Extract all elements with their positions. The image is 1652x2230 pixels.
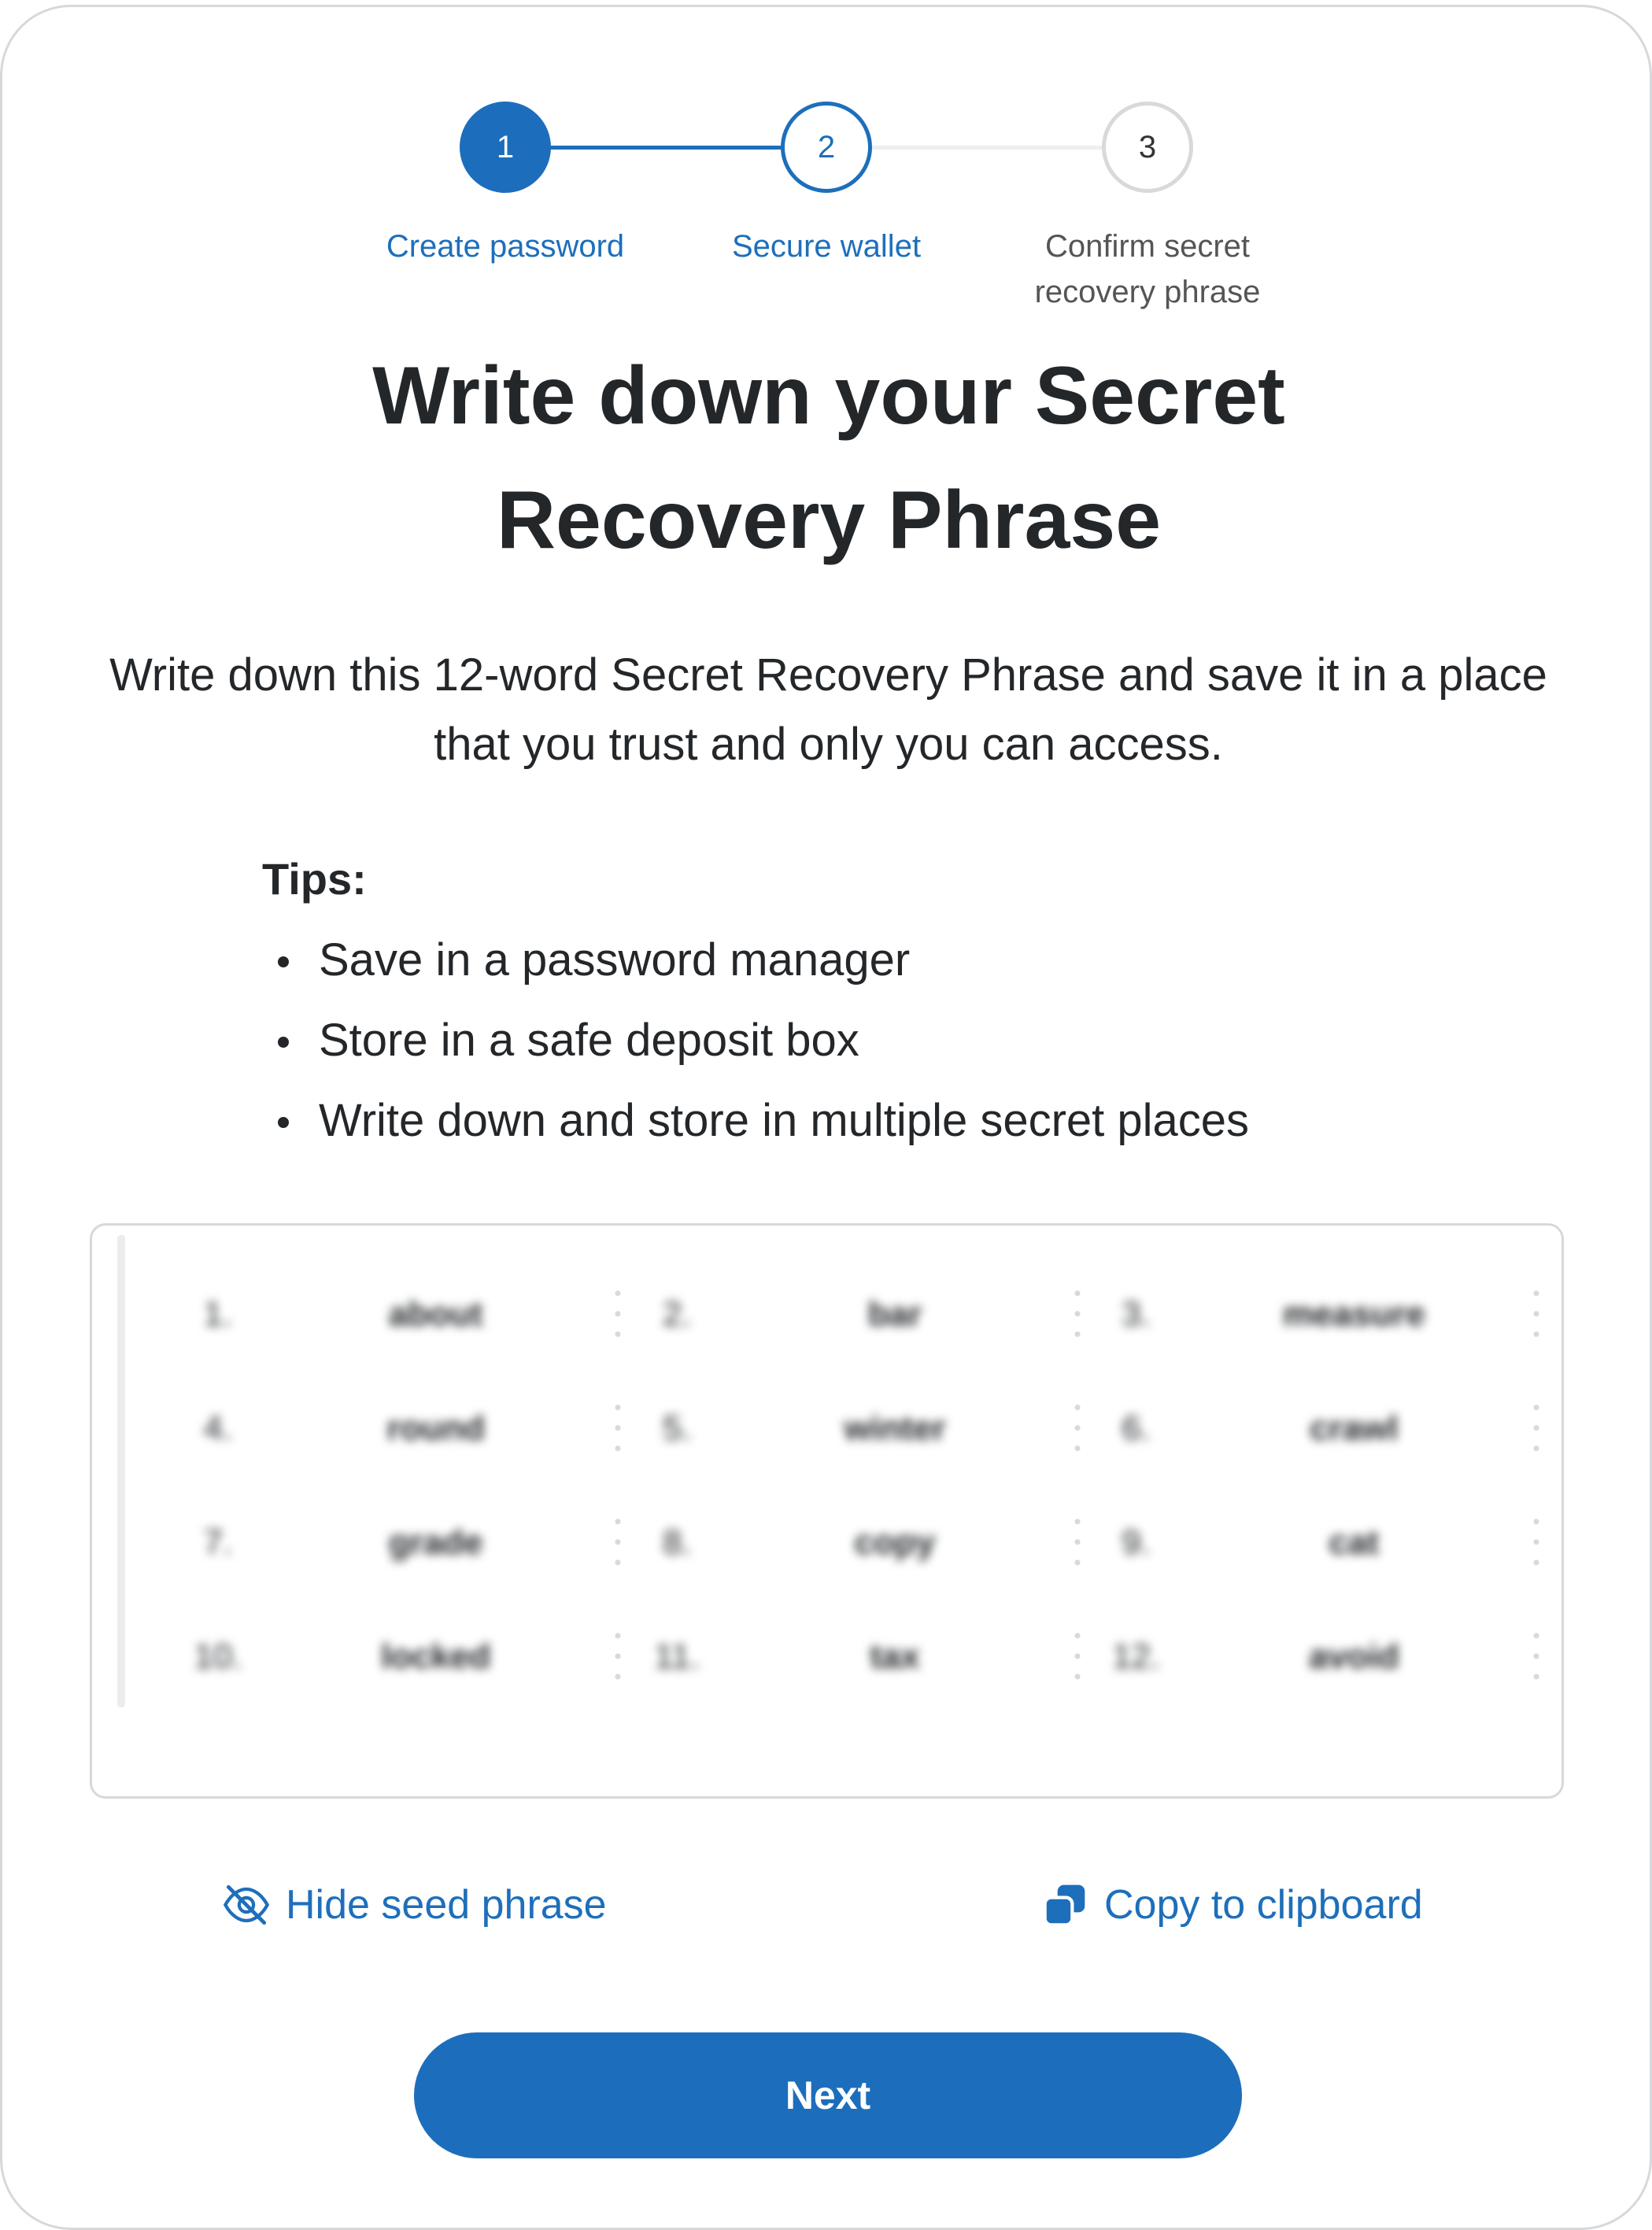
blur-noise bbox=[606, 1511, 630, 1574]
blur-noise bbox=[1066, 1397, 1089, 1460]
seed-word-cell bbox=[171, 1257, 630, 1371]
blur-noise bbox=[1524, 1397, 1548, 1460]
seed-word-number: 2. bbox=[662, 1294, 692, 1333]
blur-noise bbox=[606, 1625, 630, 1688]
seed-word-number: 8. bbox=[662, 1522, 692, 1562]
seed-word-number: 11. bbox=[654, 1636, 700, 1676]
step-1-number: 1 bbox=[496, 129, 515, 165]
copy-to-clipboard-label: Copy to clipboard bbox=[1104, 1882, 1423, 1928]
seed-phrase-grid bbox=[171, 1257, 1548, 1714]
step-2-label: Secure wallet bbox=[731, 229, 922, 264]
seed-word: grade bbox=[388, 1522, 483, 1562]
seed-word: cat bbox=[1329, 1522, 1380, 1562]
progress-stepper bbox=[2, 7, 1652, 322]
seed-word-number: 9. bbox=[1122, 1522, 1151, 1562]
page-title: Write down your Secret Recovery Phrase bbox=[372, 350, 1285, 566]
hide-seed-phrase-label: Hide seed phrase bbox=[286, 1882, 607, 1928]
seed-word-cell bbox=[630, 1599, 1088, 1714]
seed-word-number: 6. bbox=[1122, 1408, 1151, 1448]
step-3-label: Confirm secret recovery phrase bbox=[1034, 229, 1261, 309]
step-2-circle bbox=[781, 102, 872, 193]
tip-item: Save in a password manager bbox=[319, 920, 1521, 1000]
seed-word-cell bbox=[1089, 1257, 1548, 1371]
blur-noise bbox=[606, 1283, 630, 1346]
seed-word-number: 5. bbox=[662, 1408, 692, 1448]
seed-word: round bbox=[386, 1408, 485, 1448]
tip-item: Write down and store in multiple secret places bbox=[319, 1081, 1521, 1161]
step-1-label: Create password bbox=[386, 229, 625, 264]
step-2-number: 2 bbox=[817, 129, 836, 165]
seed-word-cell bbox=[1089, 1599, 1548, 1714]
seed-word-cell bbox=[171, 1485, 630, 1599]
seed-word-cell bbox=[630, 1371, 1088, 1485]
copy-to-clipboard-button[interactable] bbox=[1040, 1877, 1423, 1933]
seed-phrase-box[interactable] bbox=[90, 1223, 1564, 1799]
tips-section bbox=[262, 848, 1521, 1161]
blur-noise bbox=[1524, 1511, 1548, 1574]
blur-noise bbox=[1524, 1625, 1548, 1688]
blur-noise bbox=[1066, 1283, 1089, 1346]
seed-word: about bbox=[388, 1294, 483, 1333]
next-button[interactable]: Next bbox=[414, 2032, 1242, 2158]
blur-noise bbox=[606, 1397, 630, 1460]
page-description: Write down this 12-word Secret Recovery Phrase and save it in a place that you trust and only you can access. bbox=[109, 649, 1547, 770]
step-3-circle bbox=[1102, 102, 1193, 193]
blur-noise bbox=[1066, 1511, 1089, 1574]
seed-word-number: 10. bbox=[194, 1636, 242, 1676]
seed-word-number: 3. bbox=[1122, 1294, 1151, 1333]
step-1-circle bbox=[460, 102, 551, 193]
seed-word: crawl bbox=[1310, 1408, 1399, 1448]
eye-slash-icon bbox=[221, 1880, 272, 1930]
seed-word: measure bbox=[1282, 1294, 1425, 1333]
hide-seed-phrase-button[interactable] bbox=[221, 1877, 607, 1933]
seed-word-cell bbox=[171, 1599, 630, 1714]
seed-word-number: 4. bbox=[203, 1408, 233, 1448]
copy-icon bbox=[1040, 1880, 1090, 1930]
tip-item: Store in a safe deposit box bbox=[319, 1000, 1521, 1081]
seed-word-cell bbox=[1089, 1485, 1548, 1599]
seed-word: locked bbox=[380, 1636, 491, 1676]
seed-word-number: 7. bbox=[203, 1522, 233, 1562]
onboarding-card bbox=[0, 5, 1652, 2230]
seed-word-cell bbox=[630, 1257, 1088, 1371]
scrollbar[interactable] bbox=[117, 1235, 125, 1707]
seed-word: avoid bbox=[1308, 1636, 1399, 1676]
seed-word-cell bbox=[1089, 1371, 1548, 1485]
seed-word-cell bbox=[630, 1485, 1088, 1599]
seed-word-cell bbox=[171, 1371, 630, 1485]
seed-word: bar bbox=[867, 1294, 922, 1333]
seed-word-number: 12. bbox=[1112, 1636, 1161, 1676]
seed-word: copy bbox=[854, 1522, 936, 1562]
seed-word-number: 1. bbox=[203, 1294, 233, 1333]
seed-word: tax bbox=[870, 1636, 920, 1676]
blur-noise bbox=[1524, 1283, 1548, 1346]
tips-list bbox=[262, 920, 1521, 1161]
seed-word: winter bbox=[844, 1408, 946, 1448]
step-3-number: 3 bbox=[1138, 129, 1157, 165]
tips-title: Tips: bbox=[262, 854, 367, 904]
blur-noise bbox=[1066, 1625, 1089, 1688]
